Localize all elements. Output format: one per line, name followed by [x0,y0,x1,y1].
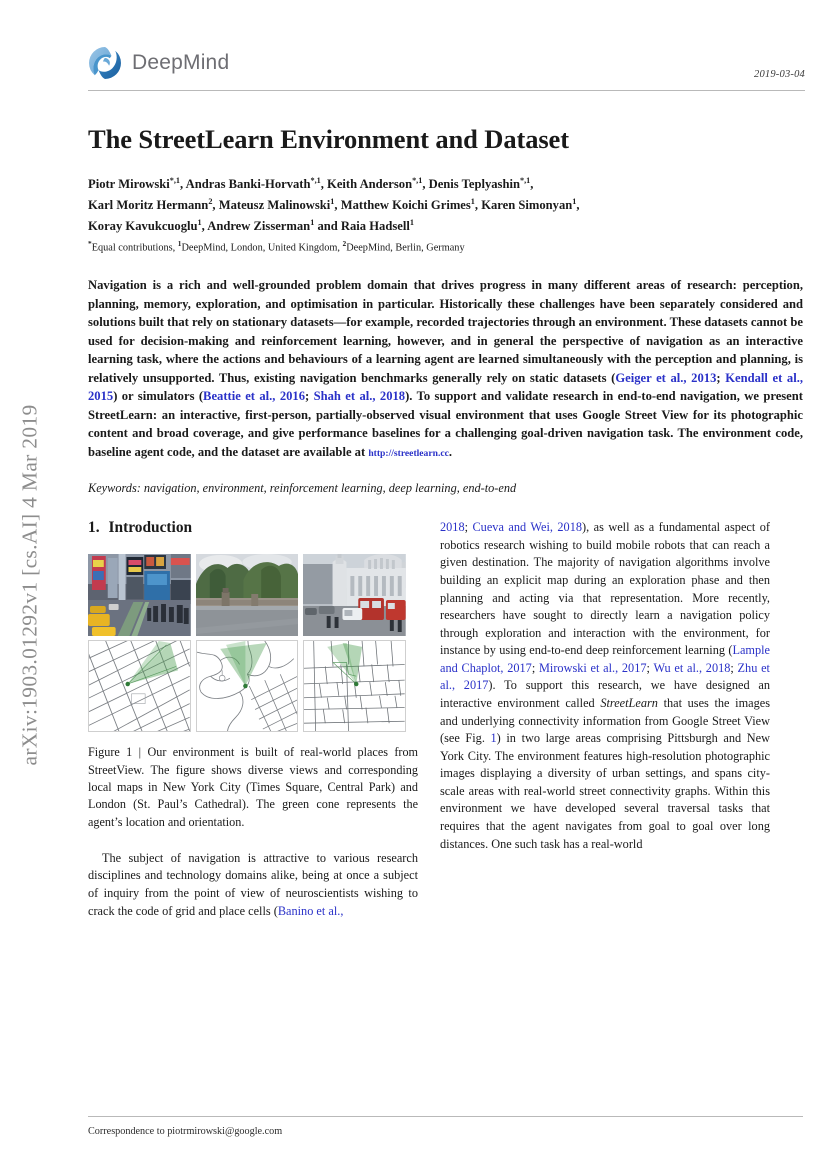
deepmind-spiral-logo-icon [88,46,122,80]
section-number: 1. [88,519,100,537]
author-name: Raia Hadsell [340,218,410,233]
page-title: The StreetLearn Environment and Dataset [88,124,569,154]
author-name: Karen Simonyan [481,198,573,213]
header-divider [88,90,805,91]
author-name: Karl Moritz Hermann [88,198,209,213]
section-title: Introduction [108,519,193,537]
arxiv-stamp-text: arXiv:1903.01292v1 [cs.AI] 4 Mar 2019 [17,403,42,766]
paragraph-text: that uses the images and underlying connectivity information from Google Street View (see Fig. [440,696,770,746]
author-name: Mateusz Malinowski [218,198,331,213]
affil-text: DeepMind, Berlin, Germany [346,242,465,254]
citation-link[interactable]: Shah et al., 2018 [313,389,406,404]
author-affil-mark: *,1 [412,176,423,186]
figure-caption-label: Figure 1 [88,745,133,760]
citation-link[interactable]: Geiger et al., 2013 [615,370,717,385]
figure-caption-text: Our environment is built of real-world places from StreetView. The figure shows diverse views and corresponding local maps in New York City (Times Square, Central Park) and London (St. Paul’s Cathedral). The green cone represents the agent’s location and orientation. [88,745,419,829]
author-affil-mark: 1 [470,197,475,207]
author-name: Denis Teplyashin [428,177,520,192]
abstract-text: ; [305,389,314,404]
author-affil-mark: 1 [197,217,202,227]
st-pauls-streetview-panel [303,554,406,636]
author-affil-mark: *,1 [519,176,531,186]
author-affil-mark: 1 [310,217,315,227]
footer-divider [88,1116,803,1117]
author-list [88,174,803,256]
paragraph-text: The subject of navigation is attractive to various research disciplines and technology domains alike, being at once a subject of inquiry from the point of view of neuroscientists wishing to crack the code of grid and place cells ( [88,850,418,918]
paragraph-text: ; [730,660,738,675]
author-name: Matthew Koichi Grimes [340,198,471,213]
central-park-map-panel [196,640,299,732]
author-name: Koray Kavukcuoglu [88,218,198,233]
central-park-map-icon [197,641,298,731]
right-column [440,519,770,920]
streetlearn-italic: StreetLearn [600,696,658,711]
citation-link[interactable]: Kendall et al., 2015 [88,370,804,404]
author-name: Piotr Mirowski [88,177,170,192]
author-row: Piotr Mirowski$^{*,1}$, Andras Banki-Horvath$^{*,1}$, Keith Anderson$^{*,1}$, Denis Teplyashin$^{*,1}$, [88,176,534,192]
times-square-map-icon [89,641,190,731]
author-name: Keith Anderson [327,177,413,192]
st-pauls-map-icon [304,641,405,731]
brand-row [88,42,805,84]
figure-ref-link[interactable]: 1 [490,731,497,746]
header-date: 2019-03-04 [754,69,805,80]
streetlearn-url-link[interactable]: http://streetlearn.cc [368,447,449,459]
author-affil-mark: 1 [330,197,335,207]
author-row: Karl Moritz Hermann$^2$, Mateusz Malinowski$^1$, Matthew Koichi Grimes$^1$, Karen Simonyan$^1$, [88,197,580,213]
author-affil-mark: *,1 [169,176,180,186]
author-name: Andrew Zisserman [207,218,311,233]
citation-link[interactable]: Zhu et al., 2017 [440,660,770,693]
paragraph-text: ; [464,520,473,535]
affil-text: Equal contributions, [91,242,178,254]
citation-link[interactable]: Banino et al., [277,903,344,918]
central-park-streetview-icon [196,554,299,636]
brand-name: DeepMind [132,51,230,74]
paragraph-text: ; [646,660,654,675]
affil-mark-1: 1 [177,239,182,249]
affil-text: DeepMind, London, United Kingdom, [181,242,343,254]
times-square-streetview-panel [88,554,191,636]
paper-page [60,0,827,1169]
central-park-streetview-panel [196,554,299,636]
two-column-body [88,519,803,920]
left-column [88,519,418,920]
paragraph-text: ; [531,660,539,675]
correspondence-note: Correspondence to piotrmirowski@google.com [88,1126,283,1137]
st-pauls-streetview-icon [303,554,406,636]
abstract-text: . [448,444,453,459]
abstract-text: ; [716,370,726,385]
arxiv-stamp [0,0,60,1169]
author-affil-mark: 2 [208,197,213,207]
page-header [88,42,805,90]
st-pauls-map-panel [303,640,406,732]
keywords-line: Keywords: navigation, environment, reinforcement learning, deep learning, end-to-end [88,481,517,496]
paragraph-text: ) in two large areas comprising Pittsburgh and New York City. The environment features high-resolution photographic images displaying a diversity of urban settings, and spans city-scale areas with real-world street connectivity graphs. Within this environment we have developed several traversal tasks that requires that the agent navigates from goal to goal over long distances. One such task has a real-world [440,731,770,851]
figure-caption [88,744,418,831]
times-square-map-panel [88,640,191,732]
citation-link[interactable]: Beattie et al., 2016 [203,389,306,404]
abstract-text: ). To support and validate research in end-to-end navigation, we present StreetLearn: an interactive, first-person, partially-observed visual environment that uses Google Street View for its photographic content and broad coverage, and give performance baselines for a challenging goal-driven navigation task. The environment code, baseline agent code, and the dataset are available at [88,389,803,459]
citation-link[interactable]: Wu et al., 2018 [653,660,731,675]
author-row: Koray Kavukcuoglu$^1$, Andrew Zisserman$^1$ and Raia Hadsell$^1$ [88,217,414,233]
citation-link[interactable]: 2018 [440,520,465,535]
author-affil-mark: 1 [409,217,414,227]
paragraph-text: ), as well as a fundamental aspect of robotics research wishing to build mobile robots that can reach a given destination. The majority of navigation algorithms involve building an explicit map during an exploration phase and then planning and acting via that representation. More recently, researchers have sought to directly learn a navigation policy through exploration and interaction with the environment, for instance by using end-to-end deep reinforcement learning ( [440,520,770,658]
right-column-paragraph [440,519,770,853]
figure-image-grid [88,554,406,732]
abstract-text: ) or simulators ( [113,389,204,404]
author-affil-mark: *,1 [310,176,321,186]
citation-link[interactable]: Cueva and Wei, 2018 [472,520,582,535]
affil-mark-star: * [88,239,92,249]
abstract [88,276,803,461]
citation-link[interactable]: Mirowski et al., 2017 [538,660,647,675]
author-affil-mark: 1 [572,197,577,207]
abstract-text: Navigation is a rich and well-grounded problem domain that drives progress in many different areas of research: perception, planning, memory, exploration, and optimisation in particular. Historically these challenges have been separately considered and solutions built that rely on stationary datasets—for example, recorded trajectories through an environment. These datasets cannot be used for decision-making and reinforcement learning, however, and in general the perspective of navigation as an interactive learning task, where the actions and behaviours of a learning agent are learned simultaneously with the perception and planning, is relatively unsupported. Thus, existing navigation benchmarks generally rely on static datasets ( [88,278,803,385]
paragraph-text: ). To support this research, we have designed an interactive environment called [440,678,770,711]
affil-mark-2: 2 [342,239,347,249]
citation-link[interactable]: Lample and Chaplot, 2017 [440,643,770,675]
times-square-streetview-icon [88,554,191,636]
figure-1 [88,554,418,831]
section-heading-introduction [88,519,418,537]
author-name: Andras Banki-Horvath [185,177,311,192]
affiliations [88,239,803,256]
figure-caption-separator: | [138,745,142,760]
left-column-paragraph [88,850,418,920]
